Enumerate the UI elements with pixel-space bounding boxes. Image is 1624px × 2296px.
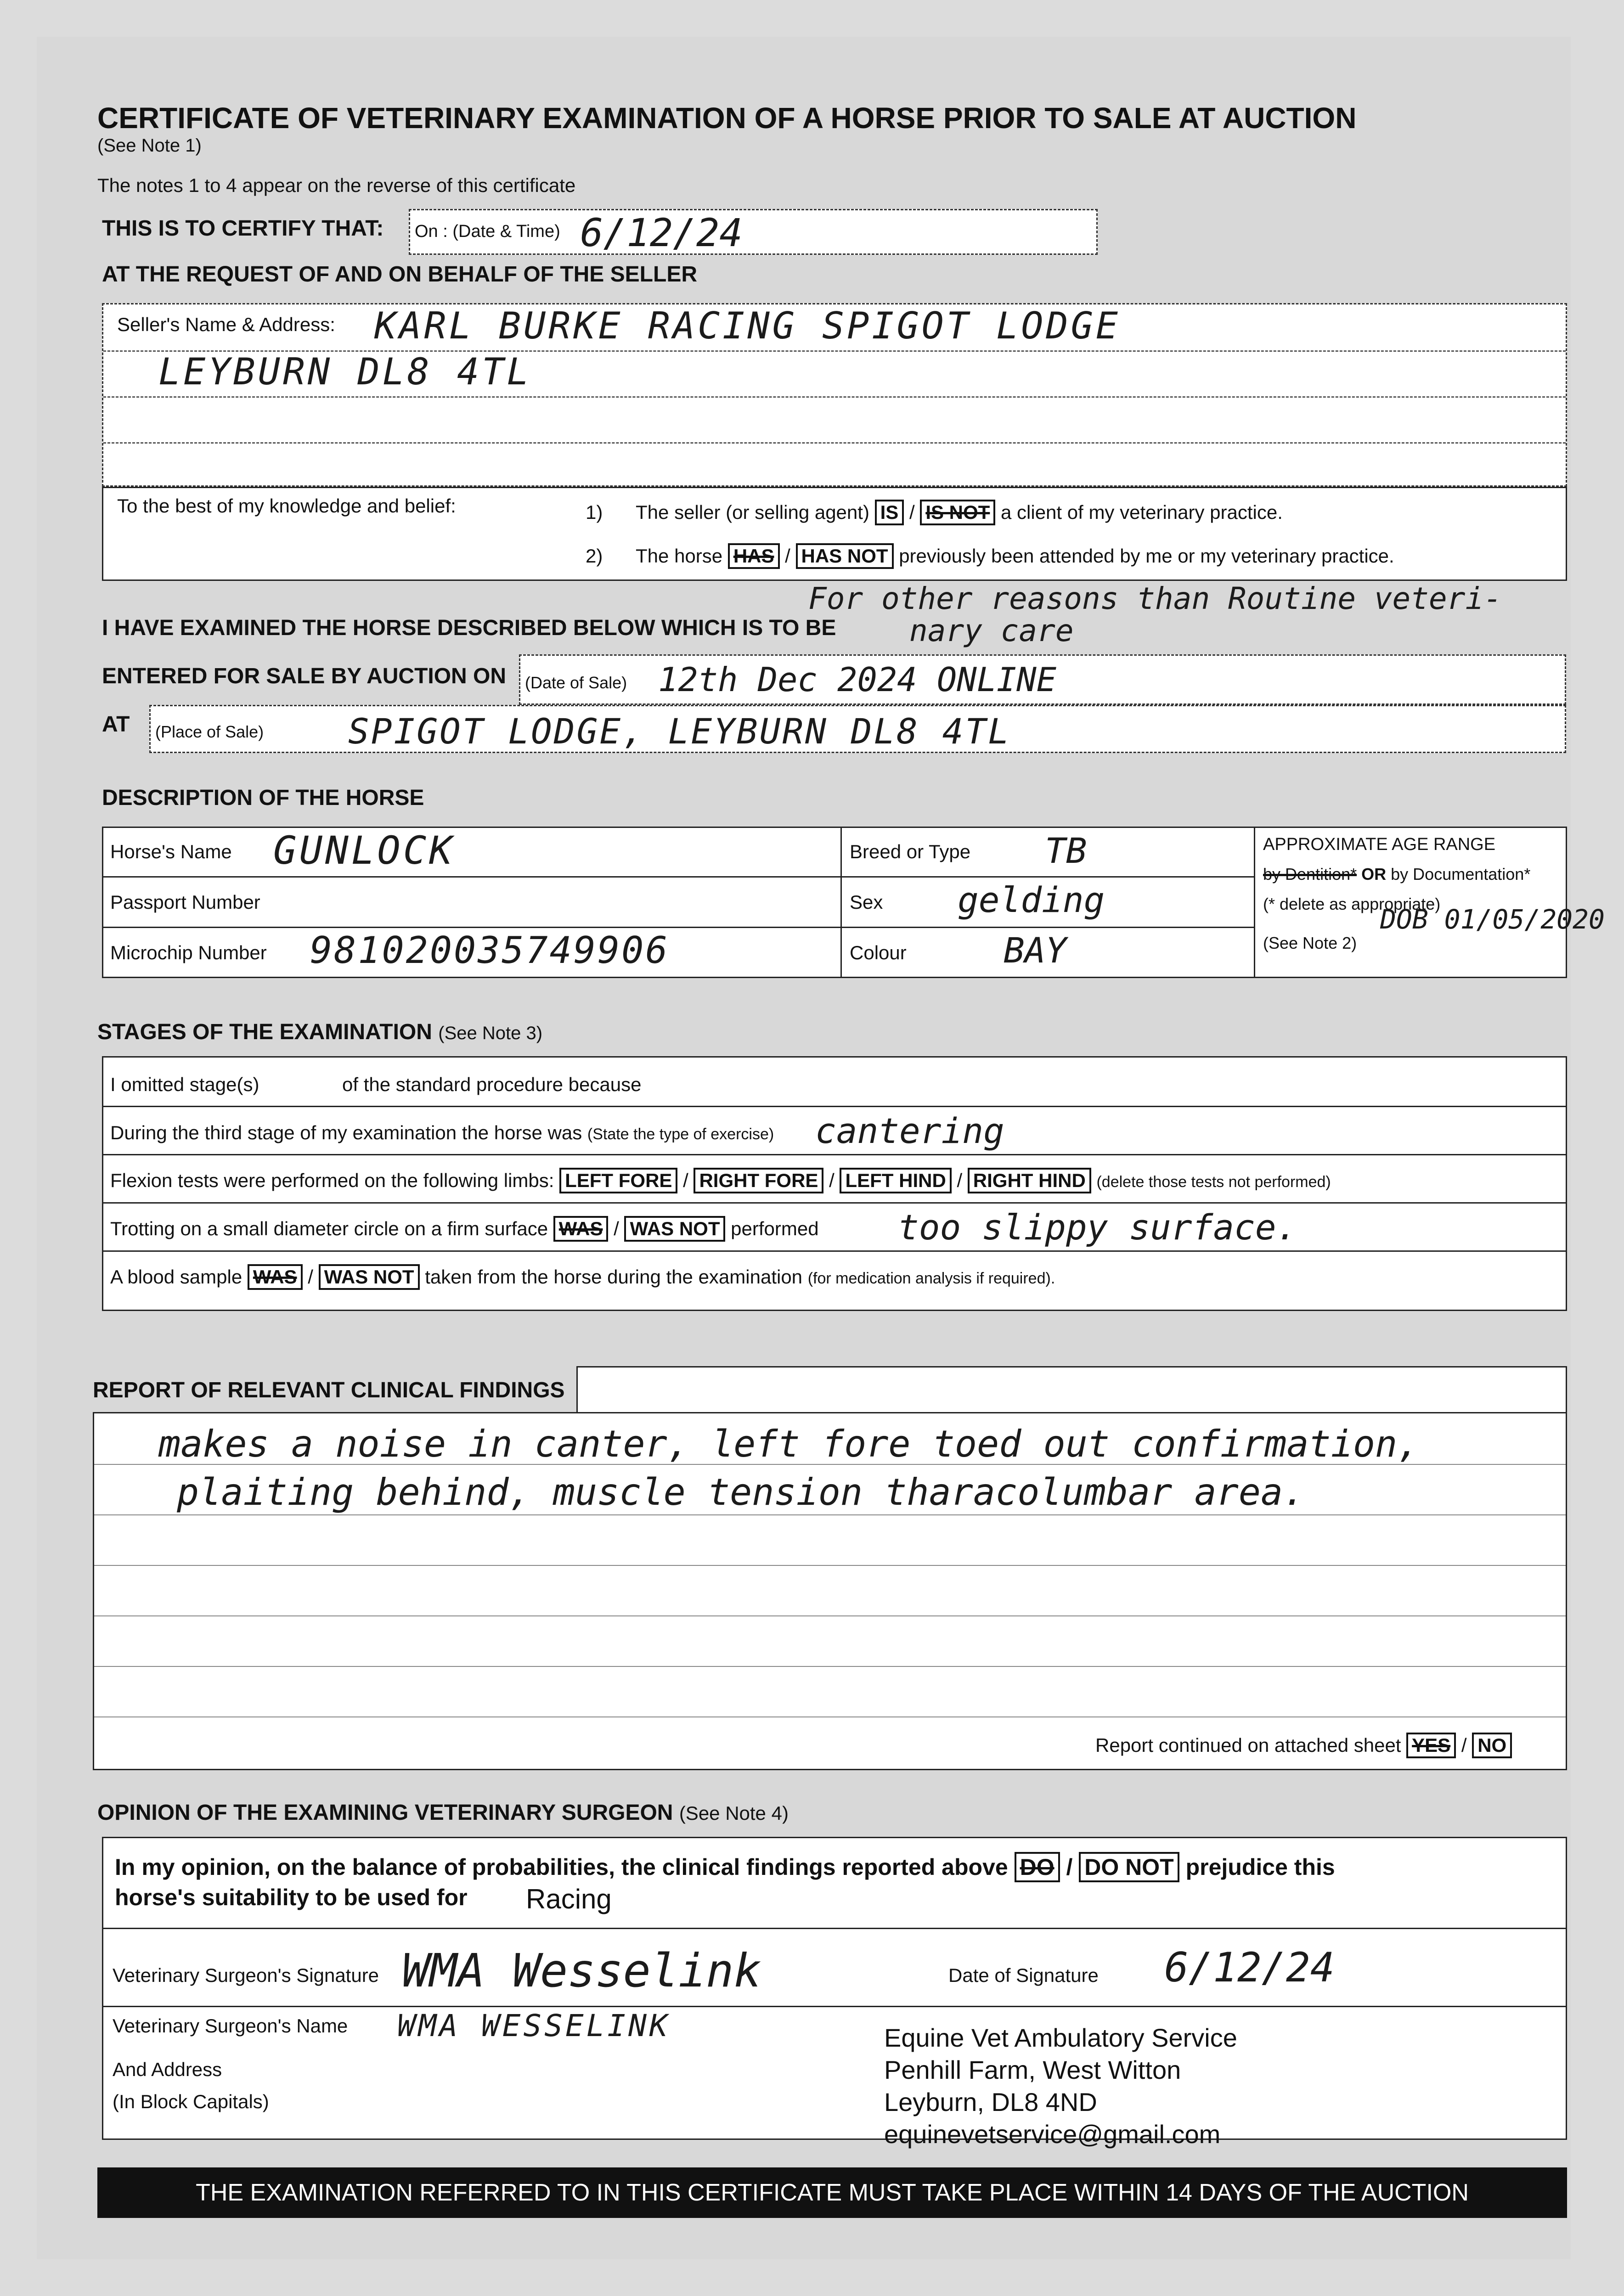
on-date-label: On : (Date & Time) (415, 222, 560, 241)
opinion-text2: prejudice this (1185, 1854, 1335, 1880)
age-heading: APPROXIMATE AGE RANGE (1263, 835, 1496, 854)
examined-label: I HAVE EXAMINED THE HORSE DESCRIBED BELOW WHICH IS TO BE (102, 616, 836, 640)
address-label1: And Address (113, 2059, 222, 2080)
opinion-statement: In my opinion, on the balance of probabilities, the clinical findings reported above DO / DO NOT prejudice this (115, 1852, 1557, 1882)
horse-has-not-option[interactable]: HAS NOT (796, 543, 894, 569)
horse-has-option[interactable]: HAS (728, 543, 780, 569)
flexion-row: Flexion tests were performed on the following limbs: LEFT FORE / RIGHT FORE / LEFT HIND / RIGHT HIND (delete those tests not performed) (110, 1168, 1331, 1193)
horse-description-table (102, 827, 1605, 978)
passport-label: Passport Number (110, 891, 260, 913)
address-line: Equine Vet Ambulatory Service (884, 2023, 1237, 2052)
address-block (884, 2022, 1237, 2150)
third-stage-value[interactable]: cantering (815, 1110, 1004, 1151)
place-of-sale-field[interactable] (149, 705, 1566, 753)
blood-row: A blood sample WAS / WAS NOT taken from the horse during the examination (for medication analysis if required). (110, 1264, 1055, 1290)
sex-value[interactable]: gelding (958, 879, 1105, 920)
knowledge-box (102, 487, 1567, 581)
trot-was-not-option[interactable]: WAS NOT (624, 1216, 725, 1242)
blood-label: A blood sample (110, 1266, 242, 1288)
seller-line2[interactable]: LEYBURN DL8 4TL (158, 350, 532, 393)
item1-text: The seller (or selling agent) (636, 501, 869, 523)
item2-tail: previously been attended by me or my veterinary practice. (899, 545, 1394, 567)
address-line: Leyburn, DL8 4ND (884, 2088, 1097, 2116)
signature-label: Veterinary Surgeon's Signature (113, 1964, 379, 1986)
flexion-tail: (delete those tests not performed) (1096, 1173, 1331, 1191)
omitted-tail: of the standard procedure because (342, 1074, 642, 1095)
see-note-1: (See Note 1) (97, 135, 202, 156)
continued-yes-option[interactable]: YES (1406, 1733, 1456, 1758)
report-heading-line (576, 1366, 1567, 1412)
item2-row: 2) The horse HAS / HAS NOT previously been attended by me or my veterinary practice. (586, 543, 1394, 569)
item2-number: 2) (586, 545, 603, 567)
place-of-sale-label: (Place of Sale) (155, 722, 264, 741)
stages-header (97, 1019, 542, 1045)
report-box[interactable] (93, 1412, 1567, 1770)
blood-tail: taken from the horse during the examination (425, 1266, 803, 1288)
age-see-note: (See Note 2) (1263, 934, 1357, 952)
sex-label: Sex (850, 891, 883, 913)
stages-box (102, 1056, 1567, 1311)
place-of-sale-value: SPIGOT LODGE, LEYBURN DL8 4TL (348, 711, 1011, 752)
date-of-signature-label: Date of Signature (948, 1964, 1099, 1986)
stages-note: (See Note 3) (438, 1023, 543, 1043)
notes-line: The notes 1 to 4 appear on the reverse of this certificate (97, 174, 576, 196)
description-heading: DESCRIPTION OF THE HORSE (102, 786, 424, 810)
opinion-text3: horse's suitability to be used for (115, 1885, 468, 1910)
trotting-row: Trotting on a small diameter circle on a firm surface WAS / WAS NOT performed (110, 1216, 819, 1242)
entered-label: ENTERED FOR SALE BY AUCTION ON (102, 664, 507, 688)
certify-label: THIS IS TO CERTIFY THAT: (102, 216, 384, 241)
omitted-label: I omitted stage(s) (110, 1074, 259, 1095)
date-of-sale-label: (Date of Sale) (525, 673, 627, 692)
age-or: OR (1361, 865, 1387, 884)
item2-note-line2: nary care (909, 613, 1074, 648)
opinion-note: (See Note 4) (679, 1802, 789, 1824)
third-stage-small: (State the type of exercise) (587, 1125, 774, 1143)
colour-value[interactable]: BAY (1004, 930, 1067, 971)
seller-is-option[interactable]: IS (875, 500, 904, 525)
trot-was-option[interactable]: WAS (553, 1216, 609, 1242)
item1-number: 1) (586, 501, 603, 523)
at-label: AT (102, 712, 130, 737)
trot-value[interactable]: too slippy surface. (898, 1207, 1297, 1248)
microchip-value[interactable]: 981020035749906 (310, 929, 670, 972)
seller-line1[interactable]: KARL BURKE RACING SPIGOT LODGE (374, 304, 1121, 347)
date-of-sale-field[interactable] (519, 654, 1566, 705)
horse-name-label: Horse's Name (110, 841, 232, 862)
third-stage-row (110, 1122, 774, 1144)
age-by-dentition[interactable]: by Dentition* (1263, 865, 1357, 884)
date-of-signature-value[interactable]: 6/12/24 (1164, 1944, 1335, 1991)
footer-banner: THE EXAMINATION REFERRED TO IN THIS CERTIFICATE MUST TAKE PLACE WITHIN 14 DAYS OF THE AUCTION (97, 2167, 1567, 2218)
blood-was-not-option[interactable]: WAS NOT (319, 1264, 420, 1290)
on-date-value: 6/12/24 (580, 210, 743, 255)
continued-row: Report continued on attached sheet YES / NO (1095, 1733, 1512, 1758)
continued-no-option[interactable]: NO (1472, 1733, 1512, 1758)
opinion-heading: OPINION OF THE EXAMINING VETERINARY SURGEON (97, 1801, 673, 1825)
address-line: Penhill Farm, West Witton (884, 2055, 1181, 2084)
report-heading: REPORT OF RELEVANT CLINICAL FINDINGS (93, 1378, 565, 1402)
age-method (1263, 865, 1530, 884)
certificate-page (37, 37, 1605, 2259)
opinion-box (102, 1837, 1567, 2149)
blood-small: (for medication analysis if required). (807, 1270, 1055, 1287)
signature-value[interactable]: WMA Wesselink (402, 1944, 761, 1998)
limb-right-fore[interactable]: RIGHT FORE (694, 1168, 823, 1193)
third-stage-label: During the third stage of my examination the horse was (110, 1122, 582, 1143)
prejudice-do-not-option[interactable]: DO NOT (1079, 1852, 1179, 1882)
seller-box (102, 303, 1567, 487)
flexion-label: Flexion tests were performed on the following limbs: (110, 1170, 554, 1191)
date-of-sale-value: 12th Dec 2024 ONLINE (658, 660, 1056, 699)
item1-row: 1) The seller (or selling agent) IS / IS NOT a client of my veterinary practice. (586, 500, 1283, 525)
document-title: CERTIFICATE OF VETERINARY EXAMINATION OF A HORSE PRIOR TO SALE AT AUCTION (97, 101, 1357, 135)
surgeon-name-label: Veterinary Surgeon's Name (113, 2015, 348, 2037)
trotting-label: Trotting on a small diameter circle on a firm surface (110, 1218, 548, 1239)
blood-was-option[interactable]: WAS (248, 1264, 303, 1290)
horse-name-value[interactable]: GUNLOCK (273, 828, 456, 873)
stages-heading: STAGES OF THE EXAMINATION (97, 1020, 432, 1044)
continued-label: Report continued on attached sheet (1095, 1734, 1401, 1756)
opinion-use-value[interactable]: Racing (526, 1884, 612, 1914)
item2-text: The horse (636, 545, 723, 567)
breed-value[interactable]: TB (1045, 830, 1087, 871)
limb-left-hind[interactable]: LEFT HIND (840, 1168, 951, 1193)
surgeon-name-value[interactable]: WMA WESSELINK (397, 2008, 671, 2043)
colour-label: Colour (850, 942, 907, 963)
report-line1: makes a noise in canter, left fore toed out confirmation, (158, 1423, 1420, 1465)
address-line: equinevetservice@gmail.com (884, 2120, 1221, 2149)
limb-right-hind[interactable]: RIGHT HIND (968, 1168, 1091, 1193)
report-line2: plaiting behind, muscle tension tharacolumbar area. (177, 1471, 1305, 1514)
prejudice-do-option[interactable]: DO (1015, 1852, 1060, 1882)
request-label: AT THE REQUEST OF AND ON BEHALF OF THE SELLER (102, 262, 697, 287)
age-delete-note: (* delete as appropriate) (1263, 895, 1441, 913)
address-label2: (In Block Capitals) (113, 2091, 269, 2112)
trot-tail: performed (731, 1218, 819, 1239)
opinion-text1: In my opinion, on the balance of probabilities, the clinical findings reported above (115, 1854, 1008, 1880)
item1-tail: a client of my veterinary practice. (1001, 501, 1283, 523)
on-date-field[interactable] (409, 209, 1098, 255)
seller-label: Seller's Name & Address: (117, 314, 335, 335)
limb-left-fore[interactable]: LEFT FORE (559, 1168, 677, 1193)
item2-note-line1: For other reasons than Routine veteri- (808, 581, 1502, 616)
breed-label: Breed or Type (850, 841, 971, 862)
knowledge-label: To the best of my knowledge and belief: (117, 495, 456, 517)
opinion-header (97, 1800, 789, 1825)
seller-is-not-option[interactable]: IS NOT (920, 500, 995, 525)
microchip-label: Microchip Number (110, 942, 267, 963)
age-by-documentation[interactable]: by Documentation* (1391, 865, 1531, 884)
age-value[interactable]: DOB 01/05/2020 (1380, 904, 1605, 935)
